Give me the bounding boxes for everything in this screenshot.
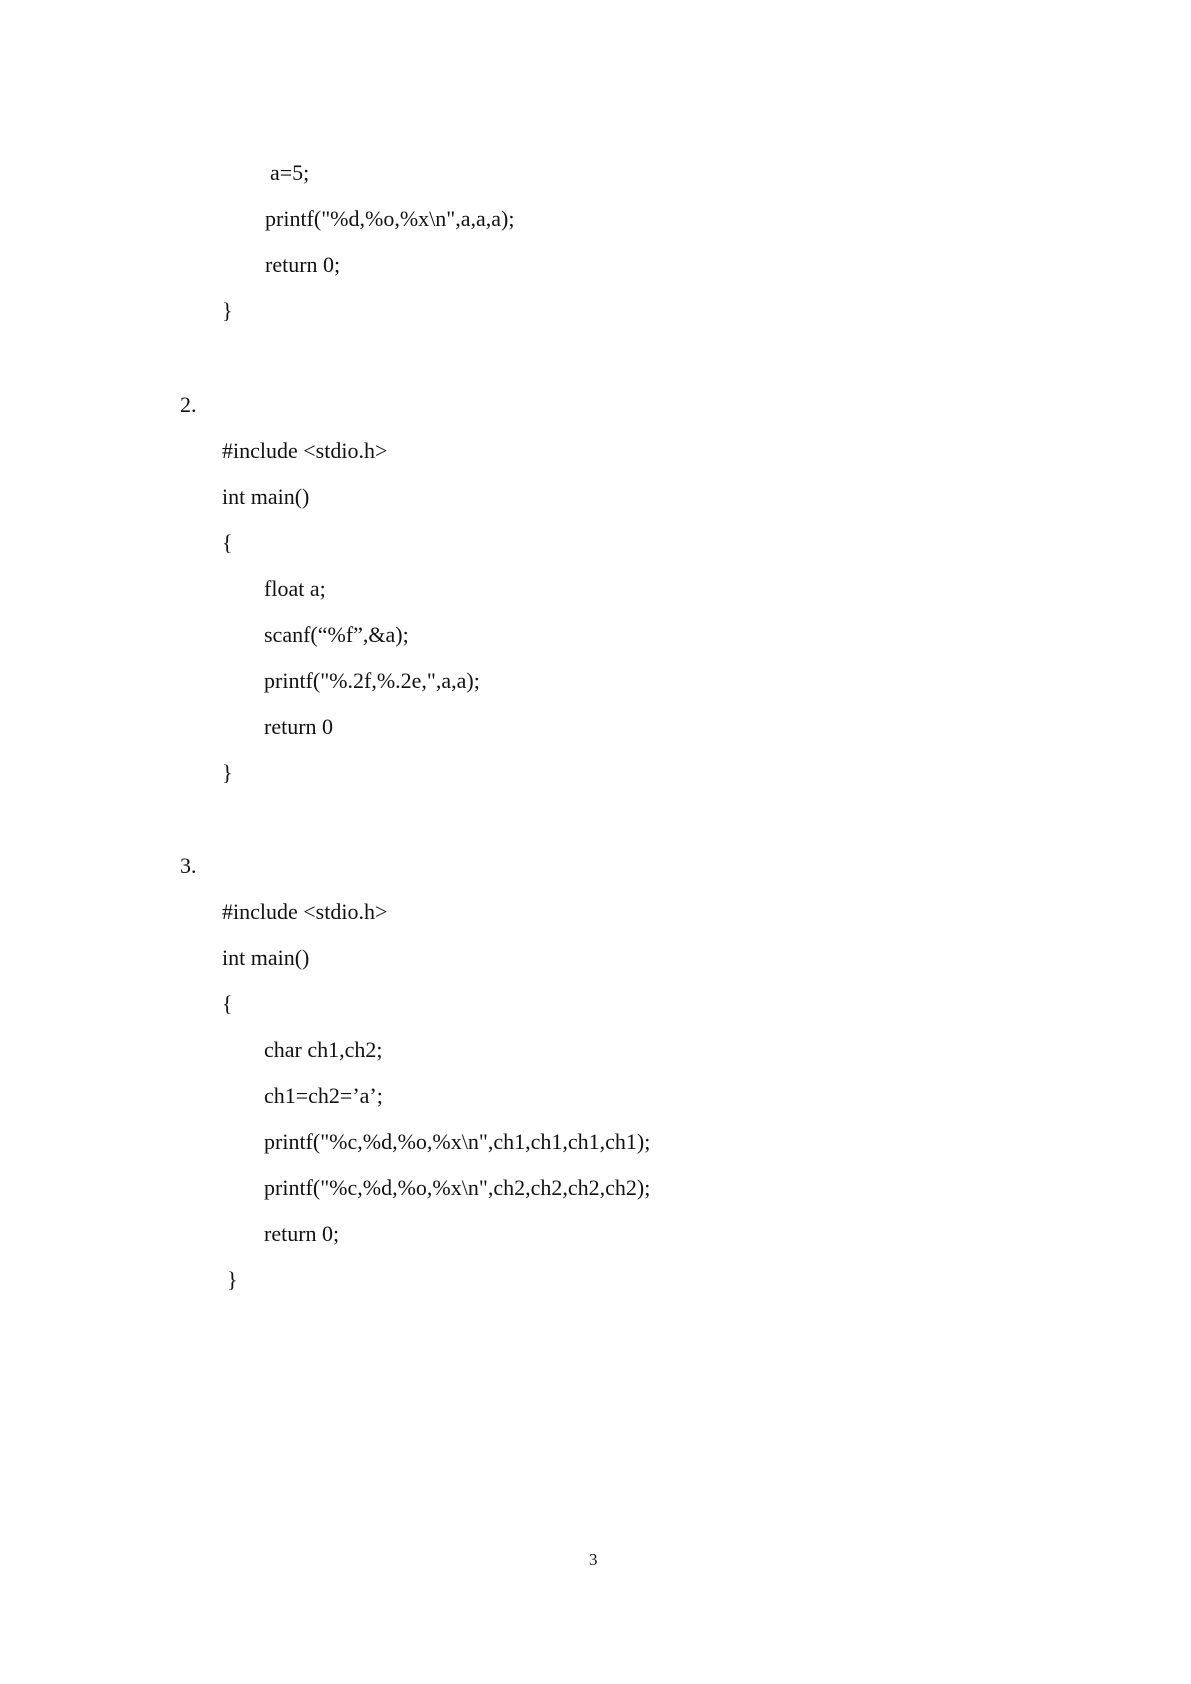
code-line: printf("%.2f,%.2e,",a,a); — [264, 668, 480, 693]
code-line: ch1=ch2=’a’; — [264, 1083, 383, 1108]
code-line: printf("%c,%d,%o,%x\n",ch1,ch1,ch1,ch1); — [264, 1129, 651, 1154]
snippet-number: 3. — [180, 853, 197, 878]
code-line: a=5; — [270, 160, 310, 185]
code-line: float a; — [264, 576, 326, 601]
code-line: #include <stdio.h> — [222, 899, 388, 924]
code-line: return 0 — [264, 714, 334, 739]
code-line: } — [227, 1267, 238, 1292]
code-line: printf("%c,%d,%o,%x\n",ch2,ch2,ch2,ch2); — [264, 1175, 651, 1200]
code-line: { — [222, 991, 233, 1016]
code-line: { — [222, 530, 233, 555]
code-line: int main() — [222, 945, 310, 970]
code-line: return 0; — [264, 1221, 340, 1246]
code-line: scanf(“%f”,&a); — [264, 622, 409, 647]
code-line: printf("%d,%o,%x\n",a,a,a); — [265, 206, 515, 231]
code-line: } — [222, 760, 233, 785]
page-number: 3 — [589, 1550, 598, 1569]
code-line: return 0; — [265, 252, 341, 277]
code-line: #include <stdio.h> — [222, 438, 388, 463]
code-line: char ch1,ch2; — [264, 1037, 383, 1062]
code-line: int main() — [222, 484, 310, 509]
code-line: } — [222, 298, 233, 323]
snippet-number: 2. — [180, 392, 197, 417]
